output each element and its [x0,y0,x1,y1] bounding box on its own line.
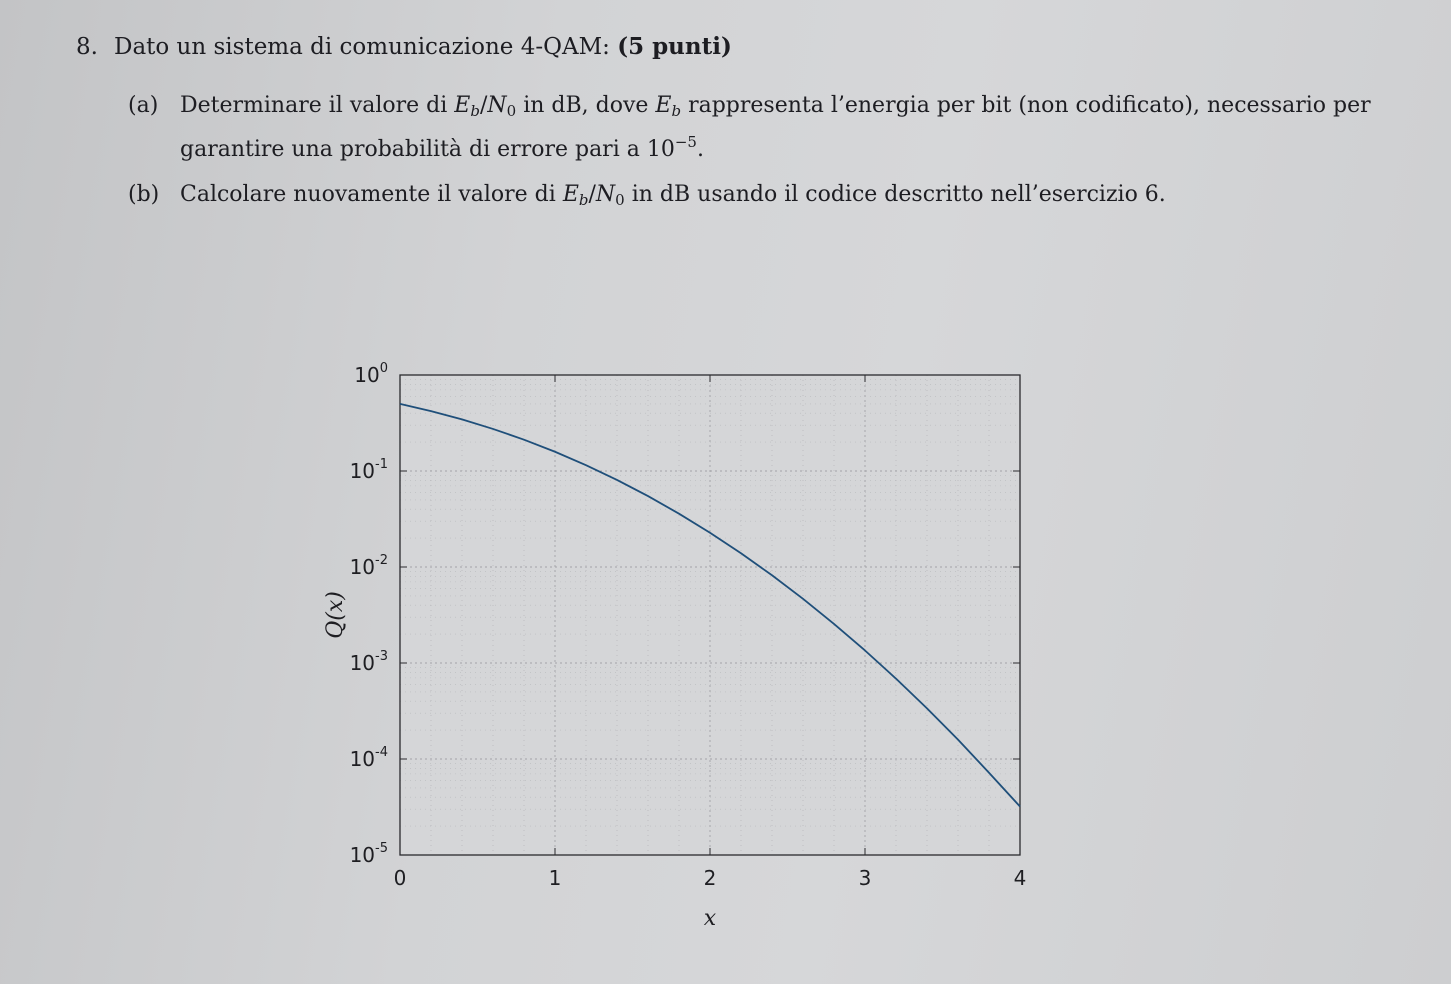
x-tick-label: 3 [858,866,872,890]
part-a-label: (a) [128,93,159,118]
y-axis-label: Q(x) [323,591,348,639]
n0-symbol: N0 [487,93,517,120]
y-tick-label: $10^0$ [354,361,388,387]
problem-points: (5 punti) [617,33,732,60]
x-tick-label: 1 [548,866,562,890]
part-a [128,90,1373,165]
q-function-chart [300,340,1060,960]
probability-value: $10^{-5}$ [646,133,697,162]
problem-number: 8. [76,34,98,60]
eb-symbol-2: $E_b$ [655,93,682,120]
part-b-text: Calcolare nuovamente il valore di $E_b/N0$ in dB usando il codice descritto nell’esercizio 6. [180,182,1166,209]
eb-symbol-3: $E_b$ [562,182,589,209]
y-tick-label: $10^{-2}$ [349,553,388,579]
x-tick-label: 4 [1013,866,1027,890]
part-a-text: Determinare il valore di $E_b/N0$ in dB, dove $E_b$ rappresenta l’energia per bit (non codificato), necessario per garantire una probabilità di errore pari a $10^{-5}$. [180,93,1371,162]
part-b-label: (b) [128,182,160,207]
part-b [128,179,1373,216]
y-tick-label: $10^{-3}$ [349,649,388,675]
problem-title: Dato un sistema di comunicazione 4-QAM: [114,34,610,60]
n0-symbol-2: N0 [595,182,625,209]
x-axis-label: x [703,906,717,931]
x-tick-label: 0 [393,866,407,890]
problem-8 [76,30,1406,216]
y-tick-label: $10^{-1}$ [349,457,388,483]
eb-symbol: $E_b$ [454,93,480,120]
y-tick-label: $10^{-5}$ [349,841,388,867]
x-tick-label: 2 [703,866,717,890]
y-tick-label: $10^{-4}$ [349,745,388,771]
problem-header [76,30,1406,64]
